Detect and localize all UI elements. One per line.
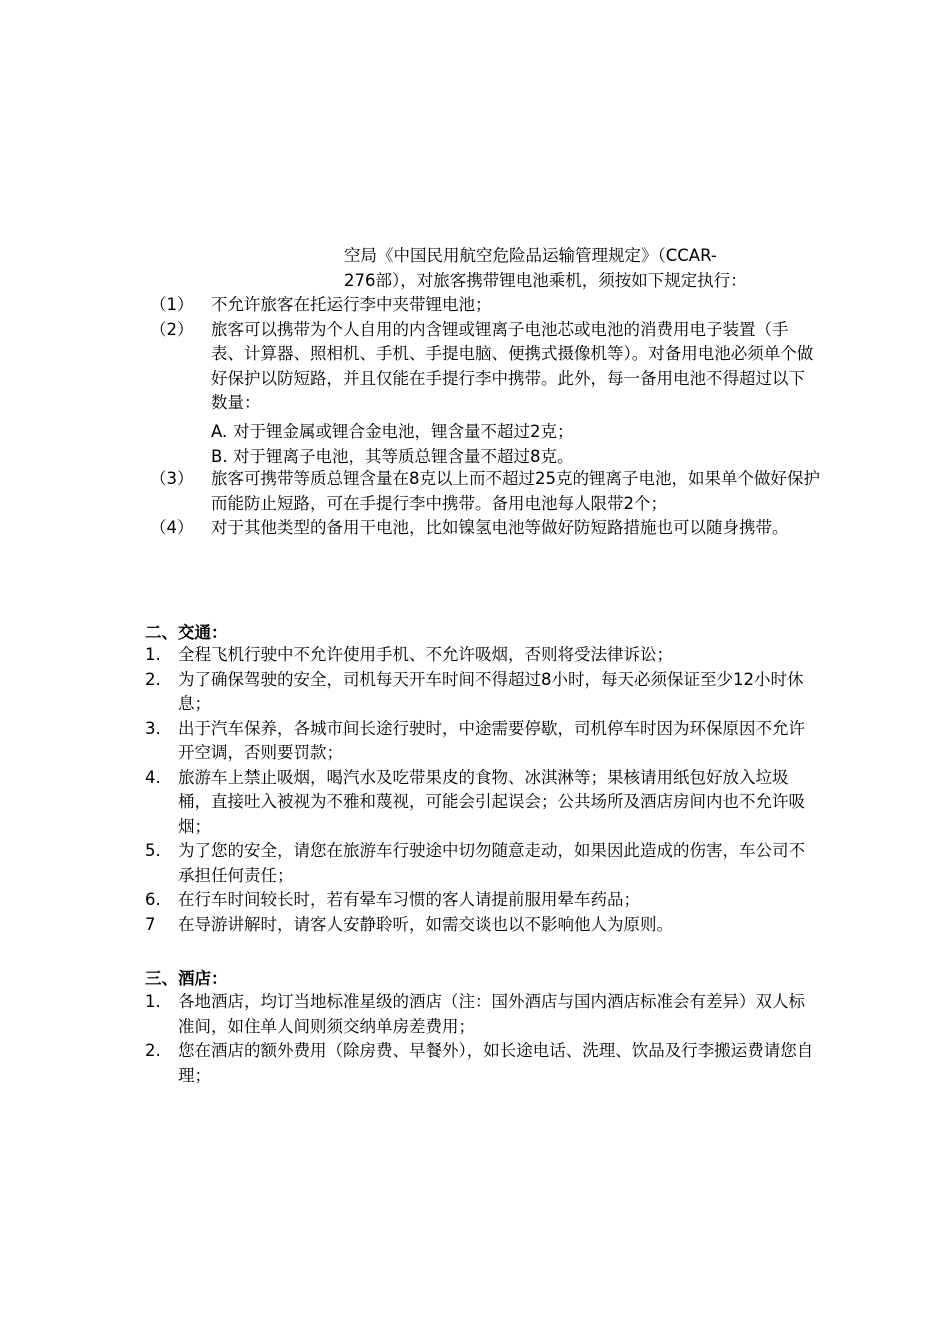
- list-item: [145, 1039, 820, 1088]
- intro-line-1: 空局《中国民用航空危险品运输管理规定》（CCAR-: [344, 246, 717, 265]
- sub-text: 对于锂离子电池，其等质总锂含量不超过8克。: [233, 447, 574, 466]
- hotel-list: [145, 990, 820, 1088]
- item-text: 在导游讲解时，请客人安静聆听，如需交谈也以不影响他人为原则。: [178, 914, 673, 934]
- section-heading-hotel: 三、酒店：: [145, 969, 228, 988]
- list-item: [150, 516, 820, 541]
- item-number: （2）: [150, 319, 194, 339]
- list-item: [145, 913, 820, 938]
- list-item: [145, 839, 820, 888]
- list-item: [145, 990, 820, 1039]
- item-number: 6.: [145, 890, 161, 909]
- list-item: [150, 293, 820, 318]
- item-number: 5.: [145, 841, 161, 860]
- item-text: 旅客可携带等质总锂含量在8克以上而不超过25克的锂离子电池，如果单个做好保护而能防止短路，可在手提行李中携带。备用电池每人限带2个；: [211, 469, 820, 513]
- battery-sub-b: [211, 443, 574, 467]
- item-text: 在行车时间较长时，若有晕车习惯的客人请提前服用晕车药品；: [178, 890, 640, 909]
- item-number: 4.: [145, 767, 161, 787]
- list-item: [145, 717, 820, 766]
- intro-line-2: 276部），对旅客携带锂电池乘机，须按如下规定执行：: [344, 271, 747, 290]
- transport-list: [145, 643, 820, 937]
- item-number: 2.: [145, 669, 161, 689]
- item-text: 为了您的安全，请您在旅游车行驶途中切勿随意走动，如果因此造成的伤害，车公司不承担任何责任；: [178, 841, 805, 885]
- item-number: 2.: [145, 1041, 161, 1060]
- sub-text: 对于锂金属或锂合金电池，锂含量不超过2克；: [233, 422, 574, 441]
- item-text: 各地酒店，均订当地标准星级的酒店（注：国外酒店与国内酒店标准会有差异）双人标准间，如住单人间则须交纳单房差费用；: [178, 992, 805, 1036]
- list-item: [145, 668, 820, 717]
- item-number: 1.: [145, 992, 161, 1011]
- item-text: 全程飞机行驶中不允许使用手机、不允许吸烟，否则将受法律诉讼；: [178, 645, 673, 664]
- item-text: 旅客可以携带为个人自用的内含锂或锂离子电池芯或电池的消费用电子装置（手表、计算器、照相机、手机、手提电脑、便携式摄像机等）。对备用电池必须单个做好保护以防短路，并且仅能在手提行李中携带。此外，每一备用电池不得超过以下数量：: [211, 319, 814, 412]
- item-text: 出于汽车保养，各城市间长途行驶时，中途需要停歇，司机停车时因为环保原因不允许开空调，否则要罚款；: [178, 718, 805, 762]
- sub-label: A.: [211, 422, 228, 441]
- item-text: 为了确保驾驶的安全，司机每天开车时间不得超过8小时，每天必须保证至少12小时休息；: [178, 669, 804, 713]
- list-item: [150, 467, 820, 516]
- item-text: 您在酒店的额外费用（除房费、早餐外），如长途电话、洗理、饮品及行李搬运费请您自理；: [178, 1041, 814, 1085]
- battery-rules-list-1: [150, 293, 820, 416]
- item-text: 对于其他类型的备用干电池，比如镍氢电池等做好防短路措施也可以随身携带。: [211, 518, 789, 537]
- item-number: 7: [145, 914, 156, 934]
- list-item: [145, 766, 820, 840]
- list-item: [145, 888, 820, 913]
- item-text: 不允许旅客在托运行李中夹带锂电池；: [211, 295, 492, 314]
- item-number: （3）: [150, 469, 194, 488]
- sub-label: B.: [211, 447, 228, 466]
- item-number: 3.: [145, 718, 161, 738]
- battery-sub-a: [211, 418, 574, 442]
- list-item: [145, 643, 820, 668]
- section-heading-transport: 二、交通：: [145, 623, 228, 642]
- item-number: （1）: [150, 295, 194, 314]
- item-number: （4）: [150, 518, 194, 537]
- item-text: 旅游车上禁止吸烟，喝汽水及吃带果皮的食物、冰淇淋等；果核请用纸包好放入垃圾桶，直接吐入被视为不雅和蔑视，可能会引起误会；公共场所及酒店房间内也不允许吸烟；: [178, 767, 805, 836]
- item-number: 1.: [145, 645, 161, 664]
- list-item: [150, 318, 820, 416]
- battery-rules-list-2: [150, 467, 820, 541]
